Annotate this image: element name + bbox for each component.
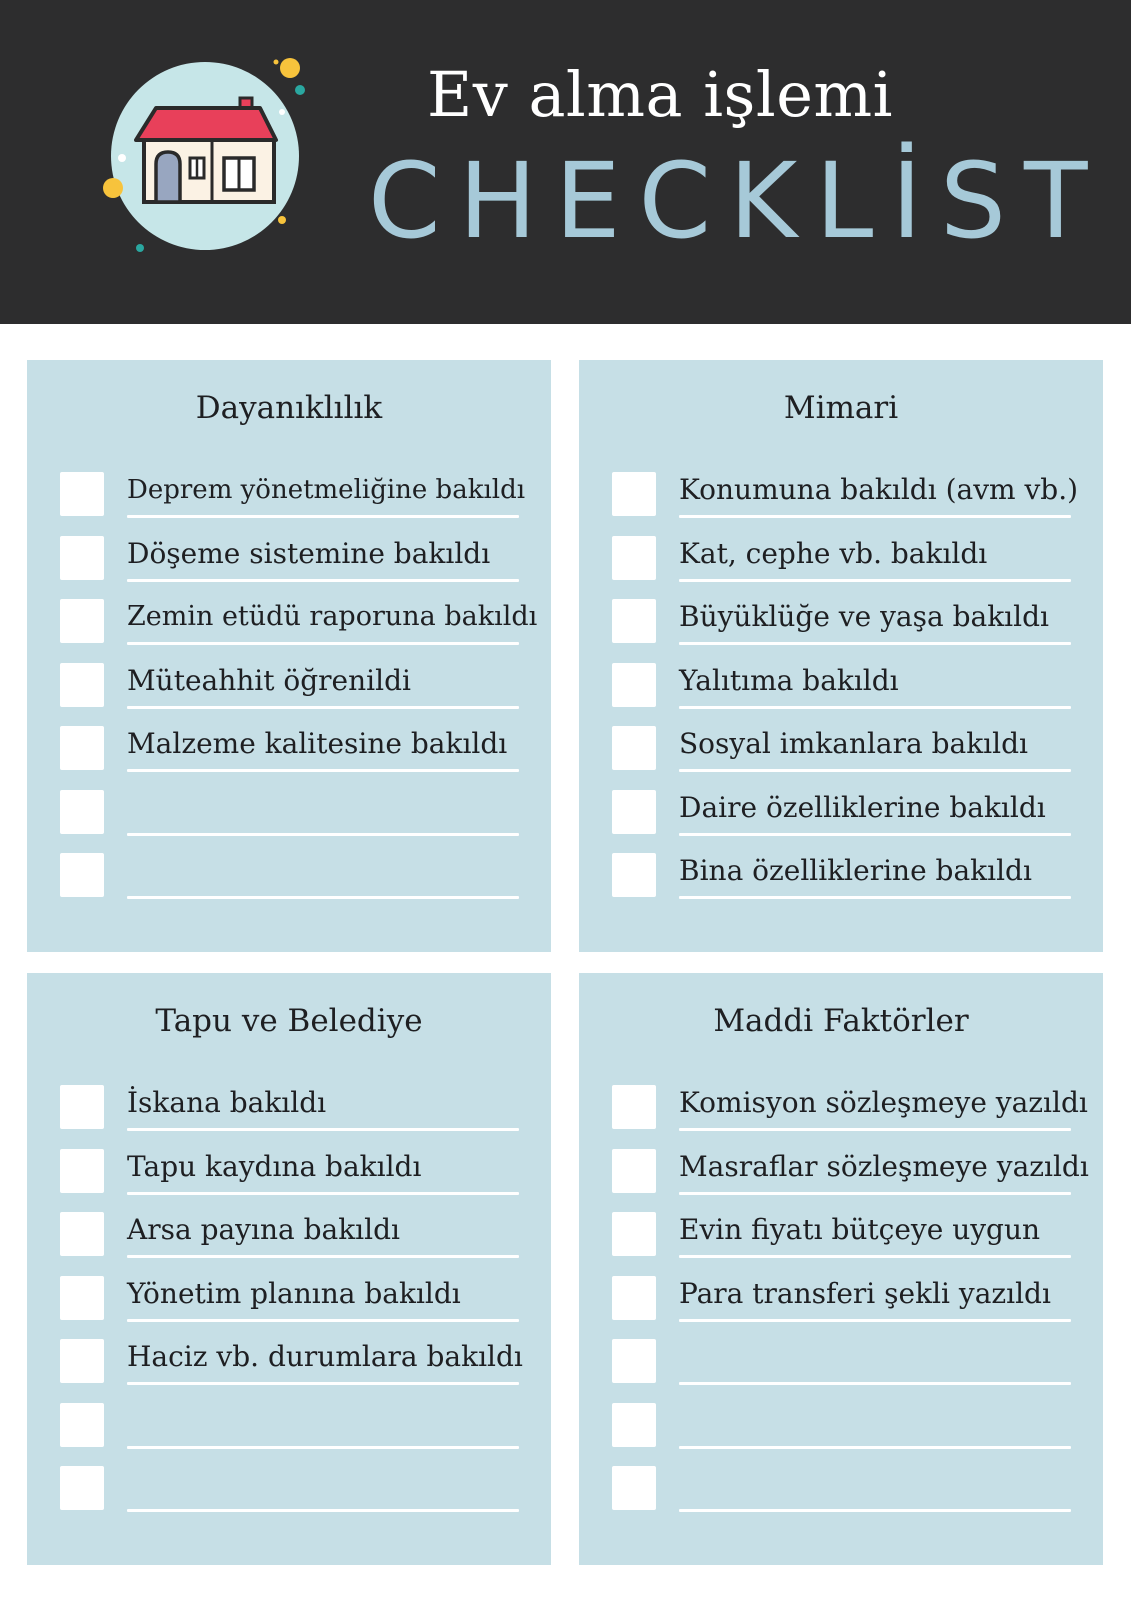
item-label: Müteahhit öğrenildi bbox=[127, 663, 411, 697]
underline bbox=[127, 1446, 519, 1449]
checklist-item bbox=[579, 534, 1103, 598]
underline bbox=[679, 1319, 1071, 1322]
page-title: Ev alma işlemi bbox=[426, 58, 894, 131]
checklist-item bbox=[27, 534, 551, 598]
checklist-item bbox=[579, 470, 1103, 534]
underline bbox=[679, 1192, 1071, 1195]
checkbox[interactable] bbox=[60, 1212, 104, 1256]
checkbox[interactable] bbox=[612, 1212, 656, 1256]
checklist-item bbox=[27, 1464, 551, 1528]
checkbox[interactable] bbox=[60, 1149, 104, 1193]
item-label: Para transferi şekli yazıldı bbox=[679, 1276, 1051, 1310]
underline bbox=[127, 1128, 519, 1131]
checkbox[interactable] bbox=[60, 472, 104, 516]
checklist-item bbox=[27, 1210, 551, 1274]
item-label: Malzeme kalitesine bakıldı bbox=[127, 727, 508, 760]
underline bbox=[127, 579, 519, 582]
item-label: Zemin etüdü raporuna bakıldı bbox=[127, 601, 538, 632]
panel-dayaniklilik bbox=[27, 360, 551, 952]
checklist-item bbox=[27, 724, 551, 788]
item-label: Bina özelliklerine bakıldı bbox=[679, 854, 1032, 887]
checklist-item bbox=[27, 661, 551, 725]
checkbox[interactable] bbox=[60, 1276, 104, 1320]
item-label: Tapu kaydına bakıldı bbox=[127, 1149, 422, 1183]
underline bbox=[127, 833, 519, 836]
checkbox[interactable] bbox=[612, 663, 656, 707]
checkbox[interactable] bbox=[612, 726, 656, 770]
item-label: Döşeme sistemine bakıldı bbox=[127, 536, 491, 570]
checkbox[interactable] bbox=[612, 1339, 656, 1383]
checklist-item bbox=[579, 1274, 1103, 1338]
checkbox[interactable] bbox=[60, 790, 104, 834]
checkbox[interactable] bbox=[60, 853, 104, 897]
checklist-item bbox=[579, 1401, 1103, 1465]
underline bbox=[127, 1509, 519, 1512]
underline bbox=[679, 642, 1071, 645]
checkbox[interactable] bbox=[60, 1403, 104, 1447]
underline bbox=[127, 515, 519, 518]
checklist-item bbox=[579, 1464, 1103, 1528]
item-label: Arsa payına bakıldı bbox=[127, 1213, 400, 1246]
checklist-item bbox=[27, 788, 551, 852]
page-subtitle: CHECKLİST bbox=[368, 140, 1106, 262]
underline bbox=[679, 1382, 1071, 1385]
checkbox[interactable] bbox=[612, 1149, 656, 1193]
checkbox[interactable] bbox=[60, 663, 104, 707]
checklist-item bbox=[27, 1147, 551, 1211]
item-label: Komisyon sözleşmeye yazıldı bbox=[679, 1086, 1088, 1119]
checkbox[interactable] bbox=[60, 726, 104, 770]
underline bbox=[127, 642, 519, 645]
house-logo-icon bbox=[100, 52, 320, 262]
checklist-item bbox=[27, 1274, 551, 1338]
checkbox[interactable] bbox=[60, 1085, 104, 1129]
item-label: Sosyal imkanlara bakıldı bbox=[679, 727, 1028, 760]
underline bbox=[127, 706, 519, 709]
panel-title: Tapu ve Belediye bbox=[155, 1003, 423, 1039]
underline bbox=[679, 1446, 1071, 1449]
underline bbox=[127, 1255, 519, 1258]
header-banner bbox=[0, 0, 1131, 324]
checklist-item bbox=[579, 788, 1103, 852]
checklist-item bbox=[579, 1337, 1103, 1401]
item-label: Yalıtıma bakıldı bbox=[679, 663, 899, 697]
underline bbox=[679, 579, 1071, 582]
checkbox[interactable] bbox=[60, 1339, 104, 1383]
checklist bbox=[579, 470, 1103, 915]
underline bbox=[679, 706, 1071, 709]
underline bbox=[679, 1128, 1071, 1131]
item-label: Masraflar sözleşmeye yazıldı bbox=[679, 1149, 1089, 1183]
checkbox[interactable] bbox=[612, 853, 656, 897]
underline bbox=[679, 1255, 1071, 1258]
checklist-item bbox=[579, 851, 1103, 915]
item-label: Konumuna bakıldı (avm vb.) bbox=[679, 473, 1079, 506]
checklist-item bbox=[27, 597, 551, 661]
underline bbox=[679, 1509, 1071, 1512]
checkbox[interactable] bbox=[612, 536, 656, 580]
checklist-item bbox=[27, 1083, 551, 1147]
checkbox[interactable] bbox=[612, 599, 656, 643]
underline bbox=[679, 769, 1071, 772]
checkbox[interactable] bbox=[612, 790, 656, 834]
checklist-item bbox=[579, 724, 1103, 788]
checklist-item bbox=[27, 470, 551, 534]
panel-title: Mimari bbox=[783, 390, 899, 426]
item-label: Evin fiyatı bütçeye uygun bbox=[679, 1213, 1041, 1246]
checkbox[interactable] bbox=[60, 536, 104, 580]
checklist bbox=[579, 1083, 1103, 1528]
checkbox[interactable] bbox=[612, 1085, 656, 1129]
checklist bbox=[27, 470, 551, 915]
underline bbox=[679, 515, 1071, 518]
panel-title: Dayanıklılık bbox=[195, 390, 383, 426]
item-label: Haciz vb. durumlara bakıldı bbox=[127, 1340, 523, 1373]
underline bbox=[127, 1382, 519, 1385]
item-label: Büyüklüğe ve yaşa bakıldı bbox=[679, 600, 1049, 633]
underline bbox=[127, 896, 519, 899]
underline bbox=[127, 1192, 519, 1195]
checklist-item bbox=[579, 1083, 1103, 1147]
checklist-item bbox=[579, 1147, 1103, 1211]
item-label: İskana bakıldı bbox=[127, 1086, 327, 1119]
checklist-item bbox=[579, 661, 1103, 725]
checkbox[interactable] bbox=[612, 472, 656, 516]
checklist-item bbox=[27, 1401, 551, 1465]
checkbox[interactable] bbox=[612, 1403, 656, 1447]
panel-mimari bbox=[579, 360, 1103, 952]
item-label: Daire özelliklerine bakıldı bbox=[679, 790, 1046, 824]
checkbox[interactable] bbox=[612, 1466, 656, 1510]
checklist-item bbox=[27, 851, 551, 915]
underline bbox=[679, 896, 1071, 899]
checklist-item bbox=[579, 597, 1103, 661]
checkbox[interactable] bbox=[60, 1466, 104, 1510]
checkbox[interactable] bbox=[612, 1276, 656, 1320]
checkbox[interactable] bbox=[60, 599, 104, 643]
checklist bbox=[27, 1083, 551, 1528]
checklist-item bbox=[579, 1210, 1103, 1274]
underline bbox=[127, 769, 519, 772]
panel-maddi-faktorler bbox=[579, 973, 1103, 1565]
item-label: Yönetim planına bakıldı bbox=[127, 1276, 461, 1310]
item-label: Deprem yönetmeliğine bakıldı bbox=[127, 475, 526, 505]
item-label: Kat, cephe vb. bakıldı bbox=[679, 536, 988, 570]
panel-title: Maddi Faktörler bbox=[713, 1003, 969, 1039]
checklist-item bbox=[27, 1337, 551, 1401]
panel-tapu-ve-belediye bbox=[27, 973, 551, 1565]
underline bbox=[679, 833, 1071, 836]
underline bbox=[127, 1319, 519, 1322]
